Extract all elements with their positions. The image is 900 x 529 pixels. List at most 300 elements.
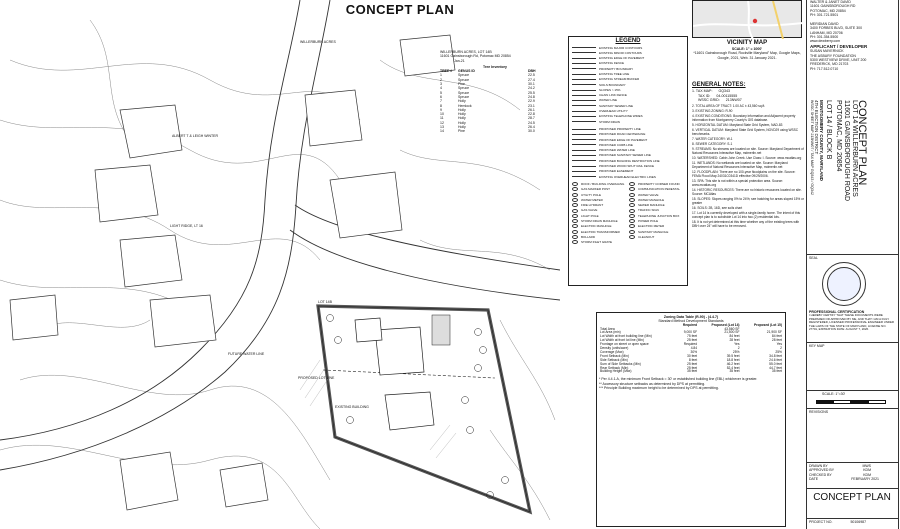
applicant-line-5: PH: 717.512.0710 bbox=[810, 66, 839, 71]
legend-line-sample bbox=[572, 90, 596, 91]
tree-cell: 14 bbox=[440, 129, 444, 134]
owner-block bbox=[810, 0, 870, 17]
general-note-item: 10. WATERSHED: Cabin John Creek. Use Class: I. Source: www.mcatlas.org bbox=[692, 155, 802, 160]
project-no-label: PROJECT NO. bbox=[809, 520, 833, 524]
tree-owner-line-1: WILLERBURN ACRES, LOT 14B bbox=[440, 50, 492, 54]
zoning-cell: 25 feet bbox=[687, 365, 698, 370]
zoning-cell: 28 feet bbox=[729, 338, 740, 343]
legend-item-label: WATER MANHOLE bbox=[638, 197, 665, 202]
tree-cell: 28.7 bbox=[528, 116, 535, 121]
key-map-label: KEY MAP bbox=[809, 344, 825, 348]
zoning-cell: 2 bbox=[737, 346, 740, 351]
vicinity-map-roads bbox=[693, 1, 803, 39]
tree-cell: 4 bbox=[440, 86, 442, 91]
legend-symbol-icon bbox=[572, 224, 578, 228]
sheet-title-block: CONCEPT PLAN bbox=[813, 492, 891, 503]
legend-symbol-icon bbox=[572, 230, 578, 234]
legend-line-sample bbox=[572, 150, 596, 151]
legend-item-label: CLEANOUT bbox=[638, 234, 655, 239]
legend-symbol-icon bbox=[629, 235, 635, 239]
plan-label-neighbor2: LIGHT RIDGE, LT 16 bbox=[170, 224, 203, 228]
legend-line-sample bbox=[572, 74, 596, 75]
professional-cert-label: PROFESSIONAL CERTIFICATION bbox=[809, 310, 865, 314]
legend-symbol-icon bbox=[572, 214, 578, 218]
legend-item-label: PROPOSED BUILDING RESTRICTION LINE bbox=[599, 158, 660, 163]
general-note-item: 16. SOILS: 2B, 16D, see soils chart bbox=[692, 205, 743, 210]
zoning-cell: 34.8 feet bbox=[769, 353, 782, 358]
zoning-cell: Coverage (Max) bbox=[600, 349, 624, 354]
general-note-item: 8. SEWER CATEGORY: S-1 bbox=[692, 141, 733, 146]
tree-cell: 6 bbox=[440, 94, 442, 99]
zoning-table bbox=[596, 312, 786, 527]
engineer-line-2: 3400 FORBES BLVD, SUITE 300 bbox=[810, 26, 863, 31]
legend-item-label: POWER POLE bbox=[638, 219, 659, 223]
vicinity-title: VICINITY MAP bbox=[726, 40, 768, 46]
legend-symbol-icon bbox=[629, 209, 635, 213]
project-number-row bbox=[809, 520, 866, 524]
legend-item-label: SOILS BOUNDARY bbox=[599, 82, 626, 87]
tax-id-label: TAX ID: bbox=[698, 93, 711, 98]
legend-symbol-icon bbox=[572, 209, 578, 213]
zoning-title: Zoning Data Table (R-90) - (4.4.7) bbox=[663, 315, 719, 319]
engineer-line-1: MERIDIAN DAVID bbox=[810, 22, 839, 26]
legend-item-label: ELECTRIC METER bbox=[638, 224, 665, 229]
tree-cell: 22.9 bbox=[528, 99, 535, 104]
zoning-cell: Side Setback (Min) bbox=[600, 357, 628, 362]
legend-item-label: WATER VALVE bbox=[638, 192, 659, 197]
legend-item-label: UTILITY POLE bbox=[581, 192, 601, 197]
vicinity-caption: *11601 Gainsborough Road, Rockville Maryland" Map, Google Maps, Google, 2021, Web. 31 January 2021. bbox=[693, 51, 801, 60]
tree-cell: 10 bbox=[440, 112, 444, 117]
legend-item-label: EXISTING TELEPHONE WIRES bbox=[599, 114, 643, 119]
zoning-footnote: ** Accessory structure setbacks as determined by DPS at permitting. bbox=[599, 381, 706, 386]
legend-item-label: TELEPHONE JUNCTION BOX bbox=[638, 213, 680, 218]
legend-line-sample bbox=[572, 52, 596, 53]
vicinity-scale: SCALE: 1" = 1000' bbox=[731, 47, 763, 51]
tree-cell: DBH bbox=[528, 69, 536, 74]
zoning-cell: Sum of Side Setbacks (Min) bbox=[600, 361, 641, 366]
zoning-cell: Lot Area (min) bbox=[600, 330, 621, 335]
approved-by-value: KDM bbox=[863, 468, 871, 473]
legend-item-label: PROPOSED WATER LINE bbox=[599, 148, 635, 153]
plan-label-existing-building: EXISTING BUILDING bbox=[335, 405, 369, 409]
tree-cell: 26.4 bbox=[528, 125, 535, 130]
tree-cell: 8 bbox=[440, 103, 442, 108]
legend-item-label: ROOF / BUILDING OVERHANG bbox=[581, 181, 625, 186]
legend-line-sample bbox=[572, 166, 596, 167]
zoning-cell: 30 feet bbox=[687, 353, 698, 358]
applicant-line-3: 5300 WESTVIEW DRIVE, UNIT 200 bbox=[810, 58, 867, 62]
legend-item-label: EXISTING EDGE OF PAVEMENT bbox=[599, 56, 645, 61]
legend-item-label: LIGHT POLE bbox=[581, 213, 599, 218]
zoning-cell: Required bbox=[682, 322, 698, 327]
zoning-cell: 39.5 feet bbox=[726, 353, 740, 358]
zoning-cell: 8 feet bbox=[688, 357, 698, 362]
legend-item-label: ELECTRIC TRANSFORMER bbox=[581, 229, 620, 234]
tree-cell: 24.5 bbox=[528, 120, 535, 125]
tree-cell: 26.1 bbox=[528, 107, 535, 112]
tree-cell: Holly bbox=[458, 116, 466, 121]
tree-cell: Pine bbox=[458, 82, 466, 87]
legend-item-label: PROPOSED EASEMENT bbox=[599, 169, 634, 174]
zoning-cell: 21,500 SF bbox=[724, 330, 740, 335]
legend-item-label: COMMUNICATION PEDESTAL bbox=[638, 187, 681, 192]
zoning-cell: Proposed (Lot 15) bbox=[753, 322, 782, 327]
tree-cell: 3 bbox=[440, 82, 442, 87]
drawn-by-value: MWS bbox=[862, 464, 871, 468]
engineer-seal bbox=[822, 262, 866, 306]
vicinity-map-image bbox=[692, 0, 802, 38]
plan-label-neighbor1: ALBERT T & LEIGH WINTER bbox=[172, 134, 219, 138]
legend-line-sample bbox=[572, 68, 596, 69]
legend-symbol-icon bbox=[572, 219, 578, 223]
zoning-footnote: *** Principle Building maximum height to be determined by DPS at permitting. bbox=[599, 385, 719, 390]
general-note-item: 12. FLOODPLAIN: There are no 100-year floodplains on the site. Source: FEMA Flood Map 24031C0341D effective 09/29/2006. bbox=[692, 169, 796, 178]
legend-item-label: PROPOSED ROAD CENTERLINE bbox=[599, 132, 646, 137]
zoning-cell: Yes bbox=[734, 342, 740, 347]
legend-title: LEGEND bbox=[615, 38, 641, 44]
legend-item bbox=[572, 240, 627, 245]
legend-item-label: EXISTING MAJOR CONTOURS bbox=[599, 45, 643, 50]
general-note-item: 14. HISTORIC RESOURCES: There are no historic resources located on site. Source: MCAtlas bbox=[692, 187, 802, 196]
legend-item-label: PROPOSED SANITARY SEWER LINE bbox=[599, 153, 651, 158]
engineer-line-5: www.dewberry.com bbox=[810, 39, 841, 44]
legend-item-label: EXISTING TREE LINE bbox=[599, 71, 630, 76]
zoning-cell: 25% bbox=[775, 349, 782, 354]
zoning-cell: Building Height (Max) bbox=[600, 369, 632, 374]
applicant-label: APPLICANT / DEVELOPER bbox=[810, 44, 868, 49]
legend-line-sample bbox=[572, 95, 596, 96]
zoning-row bbox=[599, 370, 783, 374]
legend-item-label: EXISTING STREAM BUFFER bbox=[599, 77, 640, 82]
zoning-cell: 84 feet bbox=[771, 334, 782, 339]
zoning-subtitle: Standard Method Development Standards bbox=[658, 319, 724, 324]
owner-line-3: POTOMAC, MD 20854 bbox=[810, 8, 846, 13]
approved-by-label: APPROVED BY bbox=[809, 468, 835, 473]
plan-label-lot: LOT 14B bbox=[318, 300, 332, 304]
legend-item-label: PROPERTY BOUNDARY bbox=[599, 66, 634, 71]
tree-cell: 12 bbox=[440, 120, 444, 125]
general-note-item: 18. It is not yet determined at this time whether any of the existing trees with DBH over 24" will have to be removed. bbox=[692, 219, 800, 228]
legend-item bbox=[572, 119, 684, 124]
tree-cell: 30.1 bbox=[528, 82, 535, 87]
tax-map-label: 1. TAX MAP: bbox=[692, 89, 713, 93]
applicant-line-2: THE ASBURY FOUNDATION bbox=[810, 53, 856, 58]
legend-line-sample bbox=[572, 63, 596, 64]
general-note-item: 3. EXISTING ZONING: R-90 bbox=[692, 108, 733, 113]
date-value: FEBRUARY 2021 bbox=[851, 476, 879, 481]
zoning-cell: 55.0 feet bbox=[769, 361, 782, 366]
legend-item-label: STORM INLET GRATE bbox=[581, 240, 613, 245]
legend-symbol-icon bbox=[629, 182, 635, 186]
scale-label: SCALE: 1"=30' bbox=[822, 392, 846, 396]
legend-item bbox=[629, 234, 684, 239]
zoning-cell: 35 feet bbox=[687, 369, 698, 374]
tree-cell: 30.0 bbox=[528, 129, 535, 134]
tree-cell: 24.8 bbox=[528, 94, 535, 99]
legend-item-label: EXISTING FENCE bbox=[599, 61, 625, 66]
legend-item-label: GAS MARKER POST bbox=[581, 187, 611, 192]
zoning-cell: 4.84 bbox=[690, 346, 698, 351]
tree-cell: Holly bbox=[458, 107, 466, 112]
tree-table bbox=[440, 69, 550, 133]
legend-line-sample bbox=[572, 100, 596, 101]
legend-symbol-icon bbox=[572, 203, 578, 207]
legend-line-sample bbox=[572, 84, 596, 85]
legend-line-sample bbox=[572, 58, 596, 59]
general-notes-title: GENERAL NOTES: bbox=[692, 82, 746, 88]
tree-inventory bbox=[440, 50, 550, 134]
project-line-6: 4TH ELECTION DISTRICT bbox=[814, 100, 819, 155]
general-note-item: 11. WETLANDS: No wetlands are located on site. Source: Maryland Department of Natural Resources Interactive Map, mdmerlin.net bbox=[692, 160, 788, 169]
seal-label: SEAL bbox=[809, 256, 818, 260]
legend-line-sample bbox=[572, 144, 596, 145]
zoning-cell: 44.7 feet bbox=[769, 365, 782, 370]
date-label: DATE bbox=[809, 476, 819, 481]
general-note-item: 5. HORIZONTAL DATUM: Maryland State Grid System, NAD-83 bbox=[692, 122, 783, 127]
tree-cell: Holly bbox=[458, 99, 466, 104]
zoning-cell: 9,000 SF bbox=[683, 330, 698, 335]
drawn-by-label: DRAWN BY bbox=[809, 464, 828, 468]
legend-item-label: PROPOSED EDGE OF PAVEMENT bbox=[599, 137, 648, 142]
legend-item-label: SEWER MANHOLE bbox=[638, 203, 665, 208]
legend-item-label: SANITARY SEWER LINE bbox=[599, 103, 634, 108]
legend-item-label: WATER METER bbox=[581, 197, 603, 202]
legend-line-sample bbox=[572, 129, 596, 130]
tree-cell: Spruce bbox=[458, 94, 470, 99]
legend-item-label: GAS VALVE bbox=[581, 208, 598, 213]
legend-line-sample bbox=[572, 116, 596, 117]
zoning-cell: 52.4 feet bbox=[726, 365, 740, 370]
general-note-item: 15. SLOPES: Slopes ranging 0% to 24%; see hatching for areas sloped 15% or greater bbox=[692, 196, 804, 205]
checked-by-label: CHECKED BY bbox=[809, 472, 832, 477]
owner-line-4: PH: 301.721.5501 bbox=[810, 12, 839, 17]
plan-label-proposed-lot-line: PROPOSED LOT LINE bbox=[298, 376, 335, 380]
tree-cell: 7 bbox=[440, 99, 442, 104]
legend-line-sample bbox=[572, 47, 596, 48]
zoning-cell: Lot Width at front building line (Min) bbox=[600, 334, 652, 339]
zoning-cell: Required bbox=[683, 342, 698, 347]
tree-inventory-title: Tree Inventory bbox=[483, 64, 507, 69]
legend-line-sample bbox=[572, 139, 596, 140]
legend-symbol-icon bbox=[572, 240, 578, 244]
applicant-line-4: FREDERICK, MD 21703 bbox=[810, 62, 849, 67]
legend-line-sample bbox=[572, 134, 596, 135]
legend-item-label: SANITARY MANHOLE bbox=[638, 229, 669, 234]
wssc-label: WSSC GRID: bbox=[698, 98, 720, 103]
tree-cell: Pine bbox=[458, 129, 466, 134]
tree-cell: 13 bbox=[440, 125, 444, 130]
applicant-line-1: SUSAN MAYERNICK bbox=[810, 49, 844, 54]
wssc-value: 213NW07 bbox=[725, 98, 742, 103]
legend-item-label: ELECTRIC MANHOLE bbox=[581, 224, 612, 229]
tree-cell: Spruce bbox=[458, 77, 470, 82]
zoning-cell: 43,560 SF bbox=[724, 326, 740, 331]
zoning-footnote: * Per 4.4.1.A, the minimum Front Setback = 30' or established building line (EBL) whichever is greater. bbox=[599, 377, 758, 382]
project-line-1: LOT 14 WILLERBURN ACRES bbox=[851, 100, 858, 197]
zoning-cell: Lot Width at front lot line (Min) bbox=[600, 338, 644, 343]
tree-cell: 1 bbox=[440, 73, 442, 78]
legend-item-label: PROPOSED PROPERTY LINE bbox=[599, 126, 641, 131]
checked-by-value: KDM bbox=[863, 472, 871, 477]
zoning-cell: Frontage on street or open space bbox=[600, 342, 649, 347]
legend-symbols bbox=[569, 180, 687, 246]
zoning-cell: Total Area bbox=[600, 326, 615, 331]
legend-item-label: SLOPES > 15% bbox=[599, 87, 621, 92]
legend-panel bbox=[568, 36, 688, 286]
tree-cell: Spruce bbox=[458, 90, 470, 95]
legend-symbol-icon bbox=[572, 235, 578, 239]
engineer-line-4: PH: 301.354.5500 bbox=[810, 34, 839, 39]
legend-item-label: EXISTING OVERHEAD ELECTRIC LINES bbox=[599, 174, 656, 179]
sheet-title: CONCEPT PLAN bbox=[345, 2, 455, 17]
general-notes bbox=[692, 82, 804, 228]
legend-symbol-icon bbox=[629, 214, 635, 218]
legend-item-label: FIRE HYDRANT bbox=[581, 203, 604, 208]
legend-line-sample bbox=[572, 111, 596, 112]
legend-item-label: STORM DRAIN MANHOLE bbox=[581, 219, 618, 223]
legend-symbol-icon bbox=[629, 203, 635, 207]
scale-bar bbox=[816, 400, 886, 404]
zoning-cell: 30% bbox=[690, 349, 698, 354]
tree-cell: Holly bbox=[458, 112, 466, 117]
legend-item-label: WATER LINE bbox=[599, 98, 618, 103]
tree-cell: 2 bbox=[440, 77, 442, 82]
legend-symbol-icon bbox=[572, 193, 578, 197]
professional-cert-text: I HEREBY CERTIFY THAT THESE DOCUMENTS WERE PREPARED OR APPROVED BY ME, AND THAT I AM A DULY REGISTERED, LICENSED PROFESSIONAL ENGINEER UNDER THE LAWS OF THE STATE OF MARYLAND, LICENSE NO. 27701, EXPIRATION DATE: AUGUST 7, 2026. bbox=[809, 313, 895, 331]
general-notes-list bbox=[692, 104, 804, 228]
tree-cell: 11 bbox=[440, 116, 444, 121]
revisions-label: REVISIONS bbox=[809, 410, 829, 414]
tree-cell: Spruce bbox=[458, 73, 470, 78]
zoning-cell: Front Setback (Min) bbox=[600, 353, 629, 358]
tree-cell: 22.5 bbox=[528, 73, 535, 78]
legend-item-label: CHAIN LINK FENCE bbox=[599, 93, 627, 98]
zoning-cell: 75 feet bbox=[687, 334, 698, 339]
legend-line-sample bbox=[572, 160, 596, 161]
zoning-cell: 25 feet bbox=[687, 361, 698, 366]
tree-cell: Spruce bbox=[458, 86, 470, 91]
zoning-footnotes bbox=[599, 377, 783, 390]
legend-item-label: TRAFFIC SIGN bbox=[638, 208, 659, 213]
legend-symbol-icon bbox=[629, 198, 635, 202]
zoning-cell: 25% bbox=[732, 349, 740, 354]
legend-item-label: PROPOSED WOOD SPLIT RAIL FENCE bbox=[599, 164, 655, 169]
project-line-2: 11601 GAINSBOROUGH ROAD bbox=[843, 100, 850, 202]
general-note-item: 9. STREAMS: No streams are located on site. Source: Maryland Department of Natural Resources Interactive Map, mdmerlin.net bbox=[692, 146, 804, 155]
legend-line-sample bbox=[572, 121, 596, 122]
owner-line-2: 11601 GAINSBOROUGH RD bbox=[810, 4, 856, 9]
legend-proposed bbox=[569, 125, 687, 180]
zoning-cell: 2 bbox=[780, 346, 782, 351]
tree-cell: Hemlock bbox=[458, 103, 472, 108]
legend-item-label: PROPOSED CURB LINE bbox=[599, 142, 633, 147]
project-line-5: MONTGOMERY COUNTY, MARYLAND bbox=[819, 100, 824, 181]
zoning-grid bbox=[599, 324, 783, 375]
zoning-cell: 18.8 feet bbox=[726, 357, 740, 362]
legend-item-label: EXISTING MINOR CONTOURS bbox=[599, 50, 642, 55]
general-note-item: 13. SPA: This site is not within a special protection area. Source: www.mcatlas.org bbox=[692, 178, 783, 187]
zoning-cell: 24.6 feet bbox=[769, 357, 782, 362]
zoning-cell: Proposed (Lot 14) bbox=[711, 322, 740, 327]
zoning-cell: 25 feet bbox=[687, 338, 698, 343]
tree-cell: 27.4 bbox=[528, 77, 535, 82]
general-note-item: 2. TOTAL AREA OF TRACT: 1.00 AC ± 43,560 sq.ft. bbox=[692, 103, 766, 108]
tree-cell: Holly bbox=[458, 120, 466, 125]
legend-line-sample bbox=[572, 79, 596, 80]
legend-line-sample bbox=[572, 176, 596, 177]
engineer-line-3: LANHAM, MD 20706 bbox=[810, 30, 843, 35]
project-title: CONCEPT PLAN bbox=[856, 100, 868, 186]
legend-line-sample bbox=[572, 105, 596, 106]
tree-cell: 24.2 bbox=[528, 86, 535, 91]
legend-symbol-icon bbox=[572, 198, 578, 202]
tree-cell: 5 bbox=[440, 90, 442, 95]
general-note-item: 7. WATER CATEGORY: W-1 bbox=[692, 136, 733, 141]
legend-symbol-icon bbox=[572, 182, 578, 186]
zoning-cell: 28 feet bbox=[771, 338, 782, 343]
zoning-cell: 21,900 SF bbox=[766, 330, 782, 335]
legend-symbol-icon bbox=[629, 219, 635, 223]
tree-cell: 22.8 bbox=[528, 112, 535, 117]
legend-line-sample bbox=[572, 171, 596, 172]
zoning-cell: 46.2 feet bbox=[726, 361, 740, 366]
general-note-item: 6. VERTICAL DATUM: Maryland State Grid System, NGVD29 using WSSC benchmarks. bbox=[692, 127, 799, 136]
legend-item-label: OVERHEAD UTILITY bbox=[599, 109, 628, 114]
tax-map-value: GQ343 bbox=[718, 89, 731, 93]
zoning-cell: Density (units/acre) bbox=[600, 346, 629, 351]
zoning-cell: 35 feet bbox=[771, 369, 782, 374]
tree-cell: Holly bbox=[458, 125, 466, 130]
tree-cell: 9 bbox=[440, 107, 442, 112]
project-no-value: 50106987 bbox=[850, 520, 867, 524]
tree-cell: TREE # bbox=[440, 69, 453, 74]
legend-existing bbox=[569, 44, 687, 125]
tree-cell: GENUS ID bbox=[458, 69, 475, 74]
owner-line-1: WALTER & JANET DAVID bbox=[810, 0, 851, 4]
legend-symbol-icon bbox=[629, 230, 635, 234]
plan-label-neighbor3: WILLERBURN ACRES bbox=[300, 40, 336, 44]
project-line-7: WSSC SHEET MAP 213NW07 / TAX MAP GQ343 / GQ342 bbox=[810, 100, 814, 195]
zoning-cell: Yes bbox=[776, 342, 782, 347]
tree-cell: 23.1 bbox=[528, 103, 535, 108]
seal-inner bbox=[827, 267, 861, 301]
project-line-4: LOT 14 / BLOCK B bbox=[825, 100, 832, 160]
legend-symbol-icon bbox=[629, 224, 635, 228]
legend-symbol-icon bbox=[572, 187, 578, 191]
legend-item-label: STORM DRAIN bbox=[599, 119, 620, 124]
tree-table-row bbox=[440, 129, 550, 133]
drawing-info bbox=[809, 464, 895, 481]
legend-symbol-icon bbox=[629, 193, 635, 197]
tree-owner-line-2: 11601 Gainsborough Rd, Potomac MD 20854 bbox=[440, 54, 511, 59]
tree-cell: 25.5 bbox=[528, 90, 535, 95]
legend-item-label: PROPERTY CORNER FOUND bbox=[638, 181, 680, 186]
general-note-item: 17. Lot 14 is currently developed with a single-family home. The intent of this concept plan is to subdivide Lot 14 into two (2) residential lots. bbox=[692, 210, 801, 219]
tax-id-value: 04-00115555 bbox=[716, 93, 738, 98]
zoning-cell: 35 feet bbox=[729, 369, 740, 374]
project-line-3: POTOMAC, MD 20854 bbox=[835, 100, 842, 172]
zoning-cell: 84 feet bbox=[729, 334, 740, 339]
engineer-block bbox=[810, 22, 870, 43]
general-note-item: 4. EXISTING CONDITIONS: Boundary information and Adjacent property information from Montgomery County's GIS database. bbox=[692, 113, 796, 122]
legend-line-sample bbox=[572, 155, 596, 156]
plan-label-future-water-line: FUTURE WATER LINE bbox=[228, 352, 265, 356]
legend-item bbox=[572, 174, 684, 179]
zoning-cell: Rear Setback (Min) bbox=[600, 365, 629, 370]
tree-owner-line-3: Jan-21 bbox=[454, 58, 465, 63]
legend-symbol-icon bbox=[629, 187, 635, 191]
